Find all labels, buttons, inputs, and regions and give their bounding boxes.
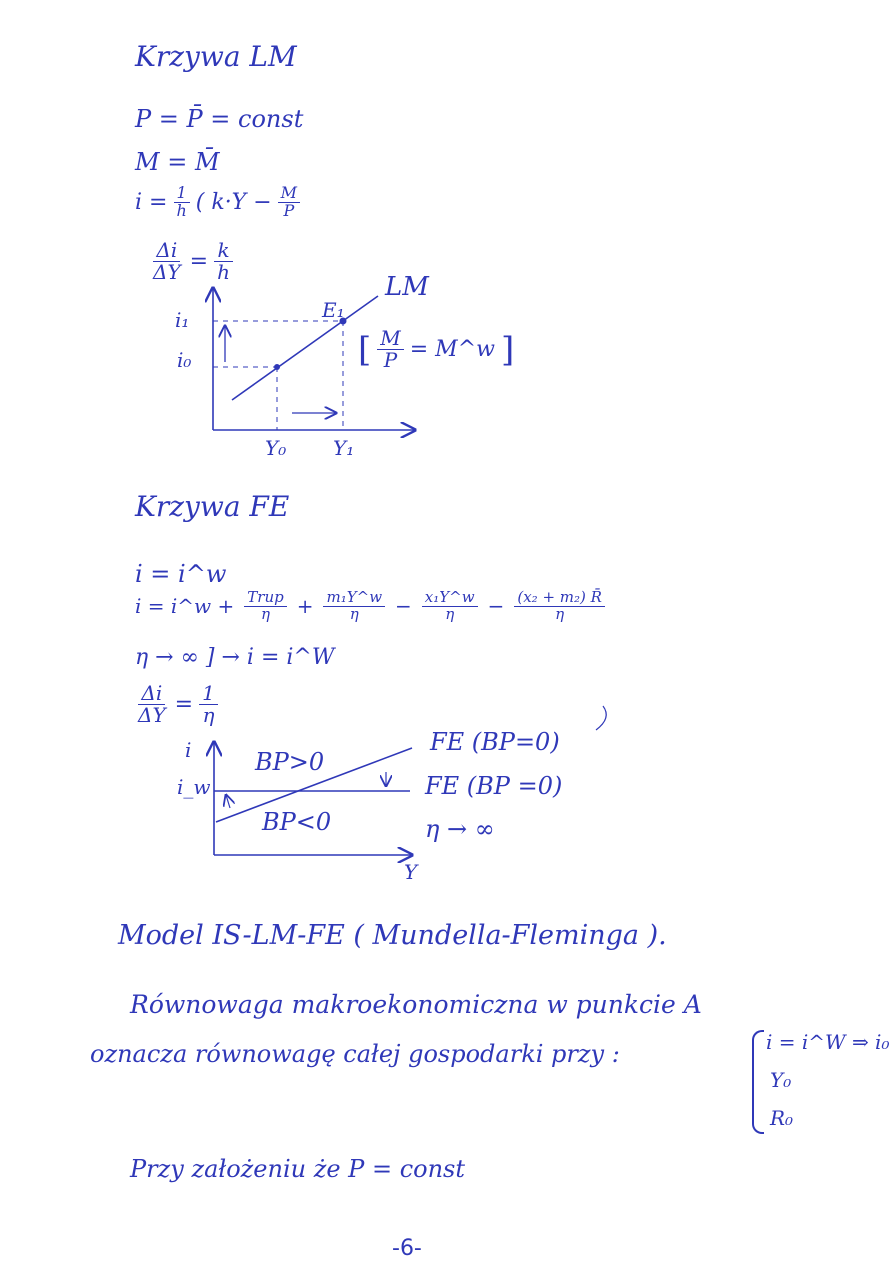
frac-den: η xyxy=(445,604,455,623)
lm-y-tick-i1: i₁ xyxy=(175,308,190,332)
frac-num: 1 xyxy=(199,683,218,705)
frac-num: M xyxy=(377,328,403,350)
lm-point-label: E₁ xyxy=(322,298,345,322)
fe-eq-full-lhs: i = i^w + xyxy=(135,594,235,619)
frac-den: η xyxy=(349,604,359,623)
frac-num: k xyxy=(214,240,232,262)
frac-num: M xyxy=(278,185,300,203)
lm-y-tick-i0: i₀ xyxy=(177,348,192,372)
frac-den: P xyxy=(283,200,295,220)
model-text-line2: oznacza równowagę całej gospodarki przy : xyxy=(90,1040,620,1068)
fe-region-below: BP<0 xyxy=(262,808,332,836)
lm-eq-price: P = P̄ = const xyxy=(135,105,304,133)
fe-title: Krzywa FE xyxy=(135,490,290,523)
lm-title: Krzywa LM xyxy=(135,40,297,73)
lm-eq-interest-rest: ( k·Y − xyxy=(195,189,272,215)
lm-eq-interest-lhs: i = xyxy=(135,189,168,215)
lm-curve-label: LM xyxy=(385,272,429,302)
frac-num: m₁Y^w xyxy=(323,590,385,607)
condition-reserves: R₀ xyxy=(770,1106,794,1130)
lm-x-tick-y0: Y₀ xyxy=(265,436,287,460)
model-assumption: Przy założeniu że P = const xyxy=(130,1155,466,1183)
conditions-brace xyxy=(752,1030,764,1134)
fe-eq-world-rate: i = i^w xyxy=(135,560,227,588)
frac-den: P xyxy=(383,348,398,372)
fe-limit-label: η → ∞ xyxy=(425,815,495,843)
fe-rotate-arrow-up xyxy=(226,795,230,808)
fe-line1-label: FE (BP=0) xyxy=(430,728,560,756)
frac-den: η xyxy=(260,604,270,623)
fe-line2-label: FE (BP =0) xyxy=(425,772,563,800)
lm-x-tick-y1: Y₁ xyxy=(333,436,355,460)
frac-num: Trup xyxy=(244,590,286,607)
frac-num: Δi xyxy=(153,240,180,262)
frac-den: ΔY xyxy=(138,703,166,727)
equals-sign: = xyxy=(189,249,209,274)
bracket-icon: [ xyxy=(358,329,372,370)
frac-den: h xyxy=(217,260,230,284)
lm-eq-money: M = M̄ xyxy=(135,148,220,176)
stray-mark xyxy=(596,706,606,730)
condition-output: Y₀ xyxy=(770,1068,792,1092)
lm-mp-rhs: = M^w xyxy=(409,337,495,362)
model-title: Model IS-LM-FE ( Mundella-Fleminga ). xyxy=(118,920,667,951)
minus-sign: − xyxy=(487,594,505,619)
plus-sign: + xyxy=(296,594,314,619)
frac-num: 1 xyxy=(174,185,190,203)
frac-den: η xyxy=(202,703,215,727)
frac-den: η xyxy=(555,604,565,623)
frac-num: Δi xyxy=(138,683,165,705)
bracket-icon: ] xyxy=(500,329,515,370)
fe-x-axis-label: Y xyxy=(404,860,418,884)
fe-y-tick: i_w xyxy=(177,775,211,799)
fe-y-axis-label: i xyxy=(185,738,192,762)
equals-sign: = xyxy=(174,692,194,717)
page-number: -6- xyxy=(392,1236,422,1261)
frac-den: ΔY xyxy=(153,260,181,284)
condition-interest: i = i^W ⇒ i₀ xyxy=(766,1030,890,1054)
frac-num: (x₂ + m₂) R̄ xyxy=(514,590,605,607)
frac-num: x₁Y^w xyxy=(422,590,478,607)
minus-sign: − xyxy=(395,594,412,619)
frac-den: h xyxy=(176,200,187,220)
fe-limit: η → ∞ ] → i = i^W xyxy=(135,645,335,670)
model-text-line1: Równowaga makroekonomiczna w punkcie A xyxy=(130,990,702,1019)
fe-region-above: BP>0 xyxy=(255,748,325,776)
